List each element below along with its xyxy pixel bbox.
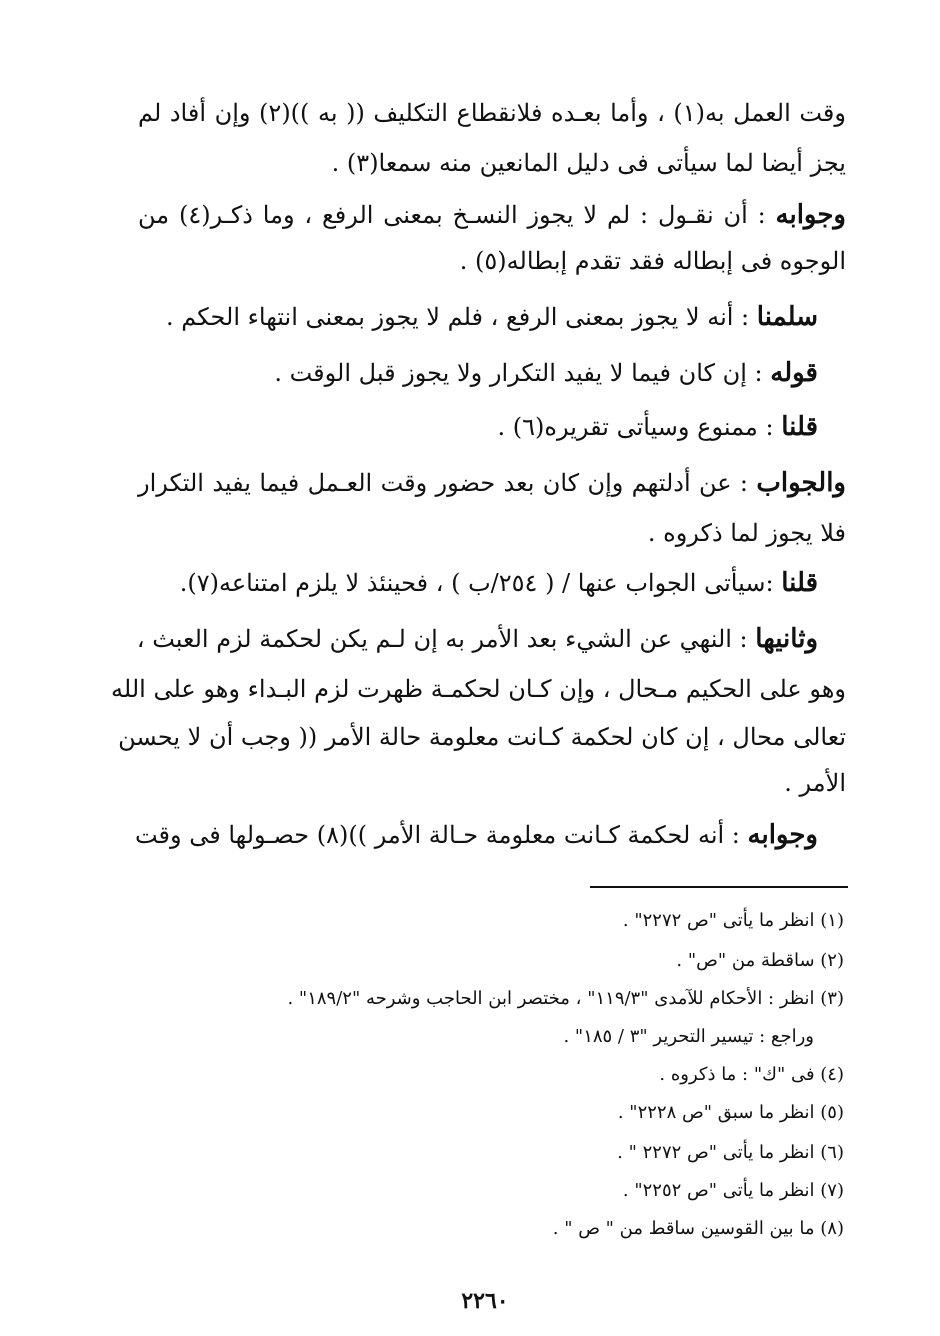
paragraph-text: : أن نقـول : لم لا يجوز النسـخ بمعنى الرفع ، وما ذكـر(٤) من bbox=[138, 201, 766, 229]
footnote-divider bbox=[590, 886, 848, 888]
lead-word-answer-2: وجوابه bbox=[747, 820, 818, 850]
concession-line bbox=[166, 300, 818, 334]
paragraph-text: : إن كان فيما لا يفيد التكرار ولا يجوز قبل الوقت . bbox=[274, 359, 763, 387]
footnote-2: (٢) ساقطة من "ص" . bbox=[676, 950, 844, 971]
footnote-5: (٥) انظر ما سبق "ص ٢٢٢٨" . bbox=[617, 1102, 844, 1123]
paragraph-text: :سيأتى الجواب عنها / ( ٢٥٤/ب ) ، فحينئذ لا يلزم امتناعه(٧). bbox=[179, 569, 774, 597]
answer-paragraph-line-1 bbox=[138, 198, 846, 232]
body-line-1: وقت العمل به(١) ، وأما بعـده فلانقطاع التكليف (( به ))(٢) وإن أفاد لم bbox=[138, 99, 846, 127]
paragraph-text: : ممنوع وسيأتى تقريره(٦) . bbox=[497, 413, 774, 441]
lead-word-second: وثانيها bbox=[755, 624, 818, 654]
footnote-3: (٣) انظر : الأحكام للآمدى "١١٩/٣" ، مختصر ابن الحاجب وشرحه "١٨٩/٢" . bbox=[287, 988, 844, 1009]
page-number: ٢٢٦٠ bbox=[461, 1288, 509, 1314]
footnote-1: (١) انظر ما يأتى "ص ٢٢٧٢" . bbox=[622, 910, 844, 931]
second-argument-line-3: تعالى محال ، إن كان لحكمة كـانت معلومة حالة الأمر (( وجب أن لا يحسن bbox=[118, 723, 846, 751]
paragraph-text: : عن أدلتهم وإن كان بعد حضور وقت العـمل فيما يفيد التكرار bbox=[138, 469, 749, 497]
lead-word-response: والجواب bbox=[756, 468, 846, 498]
body-line-2: يجز أيضا لما سيأتى فى دليل المانعين منه سمعا(٣) . bbox=[331, 149, 846, 177]
footnote-3-continued: وراجع : تيسير التحرير "٣ / ١٨٥" . bbox=[563, 1026, 814, 1047]
footnote-8: (٨) ما بين القوسين ساقط من " ص " . bbox=[552, 1218, 844, 1239]
paragraph-text: : النهي عن الشيء بعد الأمر به إن لـم يكن لحكمة لزم العبث ، bbox=[136, 625, 748, 653]
second-argument-line-4: الأمر . bbox=[784, 769, 846, 797]
response-paragraph-line-1 bbox=[138, 466, 846, 500]
footnote-4: (٤) فى "ك" : ما ذكروه . bbox=[659, 1064, 844, 1085]
reply-line bbox=[498, 410, 819, 444]
paragraph-text: : أنه لحكمة كـانت معلومة حـالة الأمر ))(٨) حصـولها فى وقت bbox=[134, 821, 740, 849]
saying-line bbox=[274, 356, 818, 390]
lead-word-answer: وجوابه bbox=[775, 200, 846, 230]
lead-word-reply: قلنا bbox=[781, 412, 818, 442]
footnote-7: (٧) انظر ما يأتى "ص ٢٢٥٢" . bbox=[622, 1180, 844, 1201]
paragraph-text: : أنه لا يجوز بمعنى الرفع ، فلم لا يجوز بمعنى انتهاء الحكم . bbox=[166, 303, 750, 331]
second-argument-line-1 bbox=[138, 622, 818, 656]
lead-word-reply-2: قلنا bbox=[781, 568, 818, 598]
answer-paragraph-line-2: الوجوه فى إبطاله فقد تقدم إبطاله(٥) . bbox=[459, 247, 846, 275]
response-paragraph-line-2: فلا يجوز لما ذكروه . bbox=[647, 519, 846, 547]
lead-word-saying: قوله bbox=[770, 358, 818, 388]
lead-word-concession: سلمنا bbox=[756, 302, 818, 332]
footnote-6: (٦) انظر ما يأتى "ص ٢٢٧٢ " . bbox=[617, 1142, 844, 1163]
reply-line-2 bbox=[180, 566, 818, 600]
second-argument-line-2: وهو على الحكيم مـحال ، وإن كـان لحكمـة ظهرت لزم البـداء وهو على الله bbox=[111, 675, 846, 703]
answer-paragraph-2-line-1 bbox=[134, 818, 818, 852]
